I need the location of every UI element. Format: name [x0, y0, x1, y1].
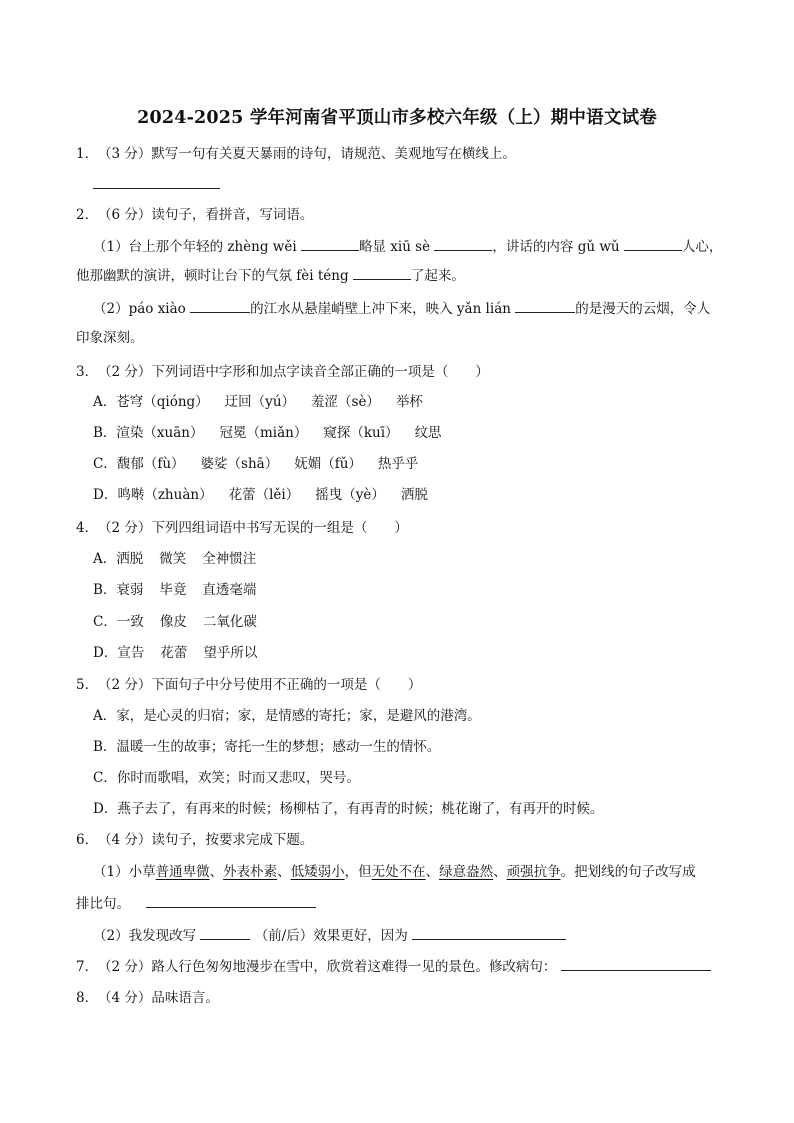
question-2-sentence-2 — [93, 298, 710, 319]
option-word: 冠冕（miǎn） — [219, 425, 308, 441]
option-word: 婆娑（shā） — [200, 456, 279, 472]
sentence-text: 人心， — [681, 239, 723, 255]
option-5b[interactable]: B．温暖一生的故事；寄托一生的梦想；感动一生的情怀。 — [93, 739, 441, 755]
sentence-text: 的江水从悬崖峭壁上冲下来，映入 yǎn lián — [250, 301, 511, 317]
option-word: 望乎所以 — [203, 645, 258, 661]
question-4 — [76, 518, 408, 538]
question-text: （2 分）路人行色匆匆地漫步在雪中，欣赏着这难得一见的景色。修改病句： — [98, 959, 557, 975]
answer-blank[interactable] — [200, 925, 250, 940]
question-text: （2 分）下列四组词语中书写无误的一组是（ ） — [98, 520, 408, 536]
option-word: 窥探（kuī） — [323, 425, 399, 441]
sentence-text: （2）我发现改写 — [93, 928, 197, 944]
question-5 — [76, 675, 421, 695]
answer-blank[interactable] — [434, 236, 492, 251]
question-text: （4 分）品味语言。 — [98, 990, 219, 1006]
question-text: （6 分）读句子，看拼音，写词语。 — [98, 207, 314, 223]
answer-blank[interactable] — [301, 236, 359, 251]
question-number: 3． — [76, 364, 99, 380]
question-number: 6． — [76, 832, 99, 848]
option-word: 微笑 — [159, 551, 187, 567]
question-6-sentence-1-cont — [76, 893, 316, 914]
sentence-text: 他那幽默的演讲，顿时让台下的气氛 fèi téng — [76, 268, 349, 284]
question-number: 2． — [76, 207, 99, 223]
option-word: 洒脱 — [400, 487, 428, 503]
question-number: 5． — [76, 677, 99, 693]
option-5d[interactable]: D．燕子去了，有再来的时候；杨柳枯了，有再青的时候；桃花谢了，有再开的时候。 — [93, 801, 604, 817]
question-number: 7． — [76, 959, 99, 975]
sentence-text: 略显 xiū sè — [358, 239, 431, 255]
underlined-phrase: 低矮弱小 — [290, 864, 345, 880]
page-title: 2024-2025 学年河南省平顶山市多校六年级（上）期中语文试卷 — [137, 108, 657, 128]
option-word: 羞涩（sè） — [311, 394, 380, 410]
answer-blank[interactable] — [93, 174, 220, 189]
option-word: 摇曳（yè） — [315, 487, 385, 503]
question-6 — [76, 830, 313, 850]
option-word: 妩媚（fǔ） — [294, 456, 362, 472]
sentence-text: 了起来。 — [410, 268, 465, 284]
question-2-sentence-2-cont — [76, 328, 144, 348]
option-5c[interactable]: C．你时而歌唱，欢笑；时而又悲叹，哭号。 — [93, 770, 360, 786]
question-1 — [76, 144, 516, 164]
option-word: 二氧化碳 — [202, 614, 257, 630]
option-word: A．苍穹（qióng） — [93, 394, 209, 410]
sentence-text: （1）台上那个年轻的 zhèng wěi — [93, 239, 297, 255]
question-number: 1． — [76, 146, 99, 162]
option-word: 热乎乎 — [377, 456, 419, 472]
question-2-sentence-1 — [93, 236, 722, 257]
question-7 — [76, 956, 711, 977]
answer-blank[interactable] — [146, 893, 316, 908]
option-word: 花蕾 — [160, 645, 188, 661]
option-4c[interactable] — [93, 612, 273, 632]
option-word: D．鸣啭（zhuàn） — [93, 487, 213, 503]
sentence-text: 。把划线的句子改写成 — [560, 864, 696, 880]
sentence-text: （前/后）效果更好，因为 — [254, 928, 408, 944]
answer-blank[interactable] — [515, 298, 575, 313]
question-text: （3 分）默写一句有关夏天暴雨的诗句，请规范、美观地写在横线上。 — [98, 146, 516, 162]
option-word: 全神惯注 — [202, 551, 257, 567]
option-word: B．衰弱 — [93, 582, 144, 598]
sentence-text: 排比句。 — [76, 896, 130, 912]
option-word: 迂回（yú） — [224, 394, 296, 410]
question-2-sentence-1-cont — [76, 265, 465, 286]
option-word: C．一致 — [93, 614, 144, 630]
sentence-text: 印象深刻。 — [76, 330, 144, 346]
question-8 — [76, 988, 219, 1008]
question-2 — [76, 205, 313, 225]
question-text: （4 分）读句子，按要求完成下题。 — [98, 832, 314, 848]
underlined-phrase: 无处不在 — [371, 864, 426, 880]
underlined-phrase: 外表朴素 — [223, 864, 278, 880]
sentence-text: （2）páo xiào — [93, 301, 186, 317]
question-text: （2 分）下面句子中分号使用不正确的一项是（ ） — [98, 677, 422, 693]
option-4a[interactable] — [93, 549, 272, 569]
option-word: A．洒脱 — [93, 551, 144, 567]
underlined-phrase: 绿意盎然 — [439, 864, 494, 880]
option-3d[interactable] — [93, 485, 444, 505]
sentence-text: 的是漫天的云烟，令人 — [575, 301, 711, 317]
question-3 — [76, 362, 489, 382]
underlined-phrase: 顽强抗争 — [506, 864, 561, 880]
question-6-sentence-1: （1）小草普通卑微、外表朴素、低矮弱小，但无处不在、绿意盎然、顽强抗争。把划线的句子改写成 — [93, 864, 696, 880]
sentence-text: （1）小草 — [93, 864, 156, 880]
option-3b[interactable] — [93, 423, 458, 443]
sentence-text: ，但 — [344, 864, 372, 880]
option-word: 花蕾（lěi） — [228, 487, 300, 503]
answer-blank[interactable] — [624, 236, 682, 251]
option-3a[interactable] — [93, 392, 439, 412]
option-3c[interactable] — [93, 454, 434, 474]
option-word: C．馥郁（fù） — [93, 456, 185, 472]
option-word: 纹思 — [414, 425, 442, 441]
option-word: 毕竟 — [159, 582, 187, 598]
option-word: 举杯 — [395, 394, 423, 410]
answer-blank[interactable] — [412, 925, 566, 940]
option-4b[interactable] — [93, 580, 272, 600]
option-word: B．渲染（xuān） — [93, 425, 204, 441]
option-word: 直透毫端 — [202, 582, 257, 598]
underlined-phrase: 普通卑微 — [155, 864, 210, 880]
question-text: （2 分）下列词语中字形和加点字读音全部正确的一项是（ ） — [98, 364, 489, 380]
sentence-text: ，讲话的内容 gǔ wǔ — [492, 239, 620, 255]
question-6-sentence-2 — [93, 925, 566, 946]
option-word: D．宣告 — [93, 645, 145, 661]
option-5a[interactable]: A．家，是心灵的归宿；家，是情感的寄托；家，是避风的港湾。 — [93, 708, 481, 724]
question-number: 8． — [76, 990, 99, 1006]
answer-blank[interactable] — [353, 265, 411, 280]
option-4d[interactable] — [93, 643, 273, 663]
question-number: 4． — [76, 520, 99, 536]
answer-line-1 — [93, 174, 220, 195]
answer-blank[interactable] — [190, 298, 250, 313]
answer-blank[interactable] — [561, 956, 711, 971]
option-word: 像皮 — [159, 614, 187, 630]
